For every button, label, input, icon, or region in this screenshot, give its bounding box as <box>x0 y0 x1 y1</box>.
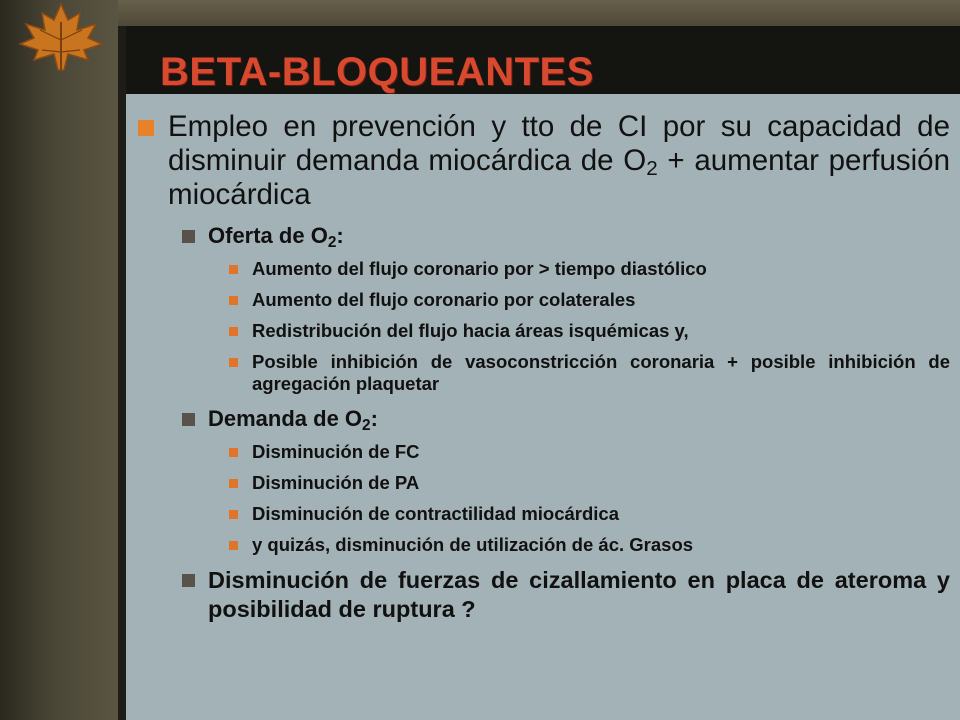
square-bullet-icon <box>182 574 195 587</box>
list-item-text: Disminución de contractilidad miocárdica <box>252 503 620 524</box>
list-item-text: Aumento del flujo coronario por colaterales <box>252 289 636 310</box>
top-decorative-strip <box>0 0 960 26</box>
list-item-text: Disminución de FC <box>252 441 420 462</box>
list-item-text: Posible inhibición de vasoconstricción coronaria + posible inhibición de agregación plaquetar <box>252 351 950 394</box>
maple-leaf-icon <box>4 0 118 74</box>
list-item <box>130 258 950 280</box>
slide-content <box>130 110 950 624</box>
square-bullet-icon <box>229 296 238 305</box>
list-item <box>130 441 950 463</box>
list-item <box>130 534 950 556</box>
main-point-text: Empleo en prevención y tto de CI por su capacidad de disminuir demanda miocárdica de O <box>168 110 950 177</box>
list-item <box>130 351 950 395</box>
list-item-text: Disminución de PA <box>252 472 420 493</box>
list-item <box>130 503 950 525</box>
square-bullet-icon <box>229 479 238 488</box>
square-bullet-icon <box>229 265 238 274</box>
left-decorative-bar <box>0 0 118 720</box>
square-bullet-icon <box>229 448 238 457</box>
section-heading-oferta <box>130 222 950 249</box>
square-bullet-icon <box>229 510 238 519</box>
section-heading-colon: : <box>370 406 378 431</box>
list-item <box>130 289 950 311</box>
subscript: 2 <box>327 233 337 251</box>
section-heading-colon: : <box>336 223 344 248</box>
section-heading-text: Demanda de O <box>208 406 363 431</box>
slide-title: BETA-BLOQUEANTES <box>160 50 594 94</box>
subscript: 2 <box>362 416 371 434</box>
square-bullet-icon <box>229 541 238 550</box>
square-bullet-icon <box>229 327 238 336</box>
closing-point-text: Disminución de fuerzas de cizallamiento en placa de ateroma y posibilidad de ruptura ? <box>208 567 950 622</box>
section-heading-text: Oferta de O <box>208 223 328 248</box>
closing-point <box>130 566 950 624</box>
square-bullet-icon <box>229 358 238 367</box>
list-item <box>130 472 950 494</box>
subscript: 2 <box>646 157 658 181</box>
list-item-text: y quizás, disminución de utilización de ác. Grasos <box>252 534 694 555</box>
main-point-text-end: + aumentar perfusión miocárdica <box>168 144 950 211</box>
square-bullet-icon <box>138 120 154 136</box>
list-item-text: Aumento del flujo coronario por > tiempo diastólico <box>252 258 707 279</box>
list-item <box>130 320 950 342</box>
square-bullet-icon <box>182 413 195 426</box>
section-heading-demanda <box>130 405 950 432</box>
left-bar-shadow <box>118 26 126 720</box>
main-point <box>130 110 950 212</box>
square-bullet-icon <box>182 230 195 243</box>
list-item-text: Redistribución del flujo hacia áreas isquémicas y, <box>252 320 689 341</box>
